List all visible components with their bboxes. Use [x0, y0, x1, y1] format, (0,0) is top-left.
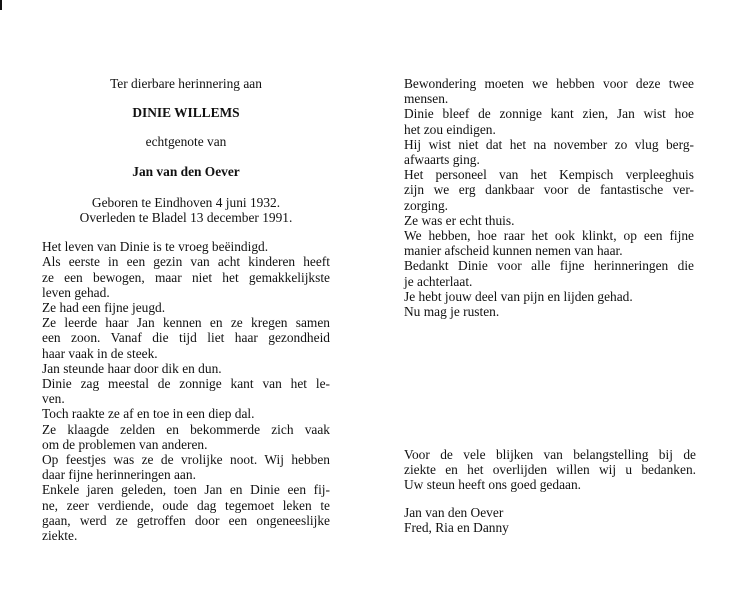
thanks-line: Uw steun heeft ons goed gedaan.	[404, 477, 582, 493]
tribute-line: manier afscheid kunnen nemen van haar.	[404, 243, 623, 259]
bio-line: leven gehad.	[42, 284, 110, 300]
tribute-line: Dinie bleef de zonnige kant zien, Jan wist hoe	[404, 106, 694, 122]
bio-line: ze een bewogen, maar niet het gemakkelijkste	[42, 269, 330, 285]
bio-line: een zoon. Vanaf die tijd liet haar gezondheid	[42, 330, 330, 346]
tribute-line: Bewondering moeten we hebben voor deze twee	[404, 76, 694, 91]
thanks-line: Voor de vele blijken van belangstelling bij de	[404, 447, 696, 462]
left-column	[42, 76, 330, 543]
bio-line: haar vaak in de steek.	[42, 345, 158, 361]
tribute-line: Ze was er echt thuis.	[404, 212, 515, 228]
bio-line: ne, zeer verdiende, oude dag tegemoet leken te	[42, 497, 330, 513]
bio-line: Op feestjes was ze de vrolijke noot. Wij hebben	[42, 452, 330, 468]
bio-line: Ze leerde haar Jan kennen en ze kregen samen	[42, 315, 330, 331]
memorial-header	[42, 76, 330, 225]
bio-line: Jan steunde haar door dik en dun.	[42, 360, 222, 376]
relation-text: echtgenote van	[145, 134, 227, 150]
tribute-line: Je hebt jouw deel van pijn en lijden gehad.	[404, 288, 633, 304]
bio-line: Enkele jaren geleden, toen Jan en Dinie een fij-	[42, 482, 330, 498]
bio-line: Toch raakte ze af en toe in een diep dal.	[42, 406, 255, 422]
bio-line: ziekte.	[42, 528, 78, 544]
bio-line: ven.	[42, 391, 65, 407]
tribute-line: We hebben, hoe raar het ook klinkt, op een fijne	[404, 228, 694, 244]
tribute-line: Bedankt Dinie voor alle fijne herinneringen die	[404, 258, 694, 274]
tribute-line: afwaarts ging.	[404, 152, 480, 168]
bio-line: gaan, werd ze getroffen door een ongeneeslijke	[42, 512, 330, 528]
bio-line: Het leven van Dinie is te vroeg beëindigd.	[42, 239, 269, 255]
tribute-line: Hij wist niet dat het na november zo vlug berg-	[404, 136, 694, 152]
spouse-name: Jan van den Oever	[132, 163, 240, 179]
signature-line: Fred, Ria en Danny	[404, 520, 509, 536]
biography-text	[42, 239, 330, 543]
thanks-line: ziekte en het overlijden willen wij u bedanken.	[404, 462, 696, 478]
bio-line: Ze klaagde zelden en bekommerde zich vaak	[42, 421, 330, 437]
tribute-line: Nu mag je rusten.	[404, 304, 500, 320]
tribute-line: het zou eindigen.	[404, 121, 496, 137]
bio-line: daar fijne herinneringen aan.	[42, 467, 196, 483]
scan-edge-mark	[0, 0, 2, 10]
death-line: Overleden te Bladel 13 december 1991.	[79, 210, 293, 226]
bio-line: Dinie zag meestal de zonnige kant van het le-	[42, 376, 330, 392]
bio-line: Als eerste in een gezin van acht kinderen heeft	[42, 254, 330, 270]
tribute-line: zijn we erg dankbaar voor de fantastische ver-	[404, 182, 694, 198]
bio-line: Ze had een fijne jeugd.	[42, 300, 166, 316]
signature-line: Jan van den Oever	[404, 505, 504, 520]
right-column	[404, 76, 694, 319]
bio-line: om de problemen van anderen.	[42, 436, 208, 452]
tribute-line: je achterlaat.	[404, 273, 473, 289]
tribute-line: zorging.	[404, 197, 449, 213]
tribute-line: Het personeel van het Kempisch verpleeghuis	[404, 167, 694, 183]
thanks-paragraph	[404, 447, 696, 493]
intro-text: Ter dierbare herinnering aan	[110, 76, 262, 91]
signature-block	[404, 505, 696, 535]
birth-line: Geboren te Eindhoven 4 juni 1932.	[91, 194, 281, 210]
deceased-name: DINIE WILLEMS	[132, 105, 240, 121]
tribute-line: mensen.	[404, 91, 449, 107]
